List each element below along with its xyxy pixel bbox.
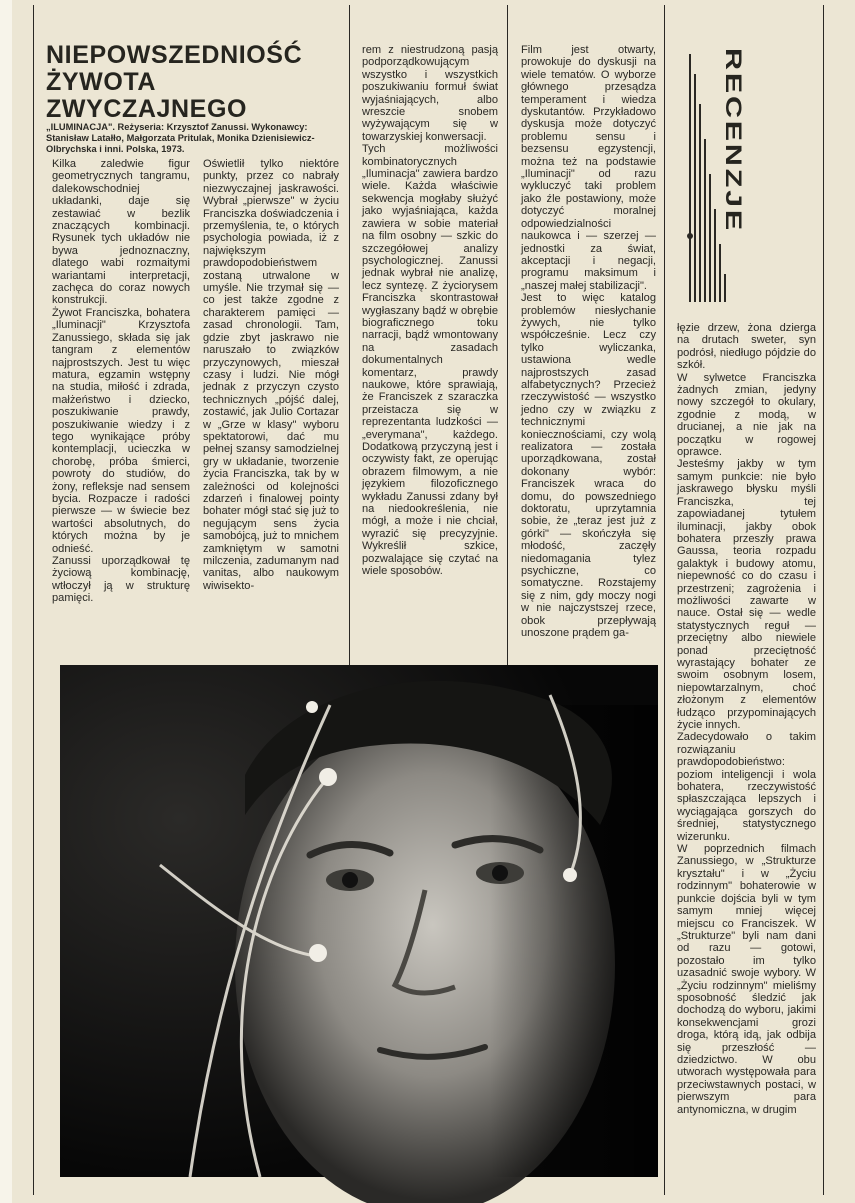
text-column-2: Oświetlił tylko niektóre punkty, przez co nabrały niezwyczajnej jaskrawości. Wybrał „pierwsze" w życiu Franciszka doświadczenia i przemyślenia, te, o których psychologia powiada, iż z największym prawdopodobieństwem zostaną utrwalone w umyśle. Nie trzymał się — co jest także zgodne z charakterem pamięci — zasad chronologii. Tam, gdzie zbyt jaskrawo nie naruszało to związków przyczynowych, mieszał czasy i ludzi. Nie mógł jednak z przyczyn czysto technicznych „pójść dalej, zostawić, jak Julio Cortazar w „Grze w klasy" wyboru spektatorowi, dać mu pełnej szansy samodzielnej gry w układanie, tworzenie życia Franciszka, tak by w zależności od kolejności zdarzeń i finalowej pointy bohater mógł stać się już to negującym sens życia samobójcą, już to mnichem zamkniętym w samotni milczenia, zadumanym nad vanitas, albo naukowym wiwisekto- [203,158,339,592]
text-column-5: łęzie drzew, żona dzierga na drutach sweter, syn podrósł, niedługo pójdzie do szkół. W sylwetce Franciszka żadnych zmian, jedyny nowy szczegół to okulary, zgodnie z modą, w drucianej, a nie jak na początku w rogowej oprawce. Jesteśmy jakby w tym samym punkcie: nie było jaskrawego błysku myśli Franciszka, tej zapowiadanej tytułem iluminacji, jakby obok bohatera przeszły prawa Gaussa, teoria rozpadu galaktyk i budowy atomu, niepewność co do czasu i przestrzeni; zagrożenia i możliwości zawarte w nauce. Ostał się — wedle statystycznych reguł — przeciętny albo niewiele ponad przeciętność wyrastający bohater ze swoim osobnym losem, niepowtarzalnym, choć złożonym z elementów łudząco przypominających życie innych. Zadecydowało o takim rozwiązaniu prawdopodobieństwo: poziom inteligencji i wola bohatera, rzeczywistość spłaszczająca lepszych i wyciągająca gorszych do średniej, statystycznego wizerunku. W poprzednich filmach Zanussiego, w „Strukturze kryształu" i w „Życiu rodzinnym" bohaterowie w punkcie dojścia byli w tym samym mniej więcej miejscu co Franciszek. W „Strukturze" byli nam dani od razu — gotowi, pozostało im tylko uzasadnić swoje wybory. W „Życiu rodzinnym" mieliśmy sposobność śledzić jak dochodzą do wyboru, jakimi konsekwencjami grozi droga, którą idą, jak odbija się przeszłość — dziedzictwo. W obu utworach występowała para przeciwstawnych postaci, w pierwszym para antynomiczna, w drugim [677,322,816,1116]
column-rule [349,5,350,665]
column-rule [664,5,665,1195]
paper-edge [0,0,12,1203]
section-badge-graphic [686,44,746,302]
column-rule [507,5,508,665]
film-credits: „ILUMINACJA". Reżyseria: Krzysztof Zanussi. Wykonawcy: Stanisław Latałło, Małgorzata Pritulak, Monika Dzienisiewicz-Olbrychska i inni. Polska, 1973. [46,122,315,154]
article-title [46,42,346,123]
section-badge-label: RECENZJE [721,48,746,182]
title-line-1: NIEPOWSZEDNIOŚĆ [46,41,303,69]
text-column-1: Kilka zaledwie figur geometrycznych tangramu, dalekowschodniej układanki, daje się zestawiać w bezlik znaczących kombinacji. Rysunek tych układów nie bywa jednoznaczny, dlatego wabi rozmaitymi wariantami interpretacji, zachęca do coraz nowych konstrukcji. Żywot Franciszka, bohatera „Iluminacji" Krzysztofa Zanussiego, składa się jak tangram z elementów najprostszych. Jest tu więc matura, egzamin wstępny na studia, miłość i zdrada, małżeństwo i dziecko, poszukiwanie prawdy, poszukiwanie wiedzy i z tego wynikające próby kontemplacji, ucieczka w chorobę, próba śmierci, powroty do studiów, do żony, refleksje nad sensem bycia. Rozpacze i radości pierwsze — w świecie bez wartości absolutnych, do których można by je odnieść. Zanussi uporządkował tę życiową kombinację, wtłoczył ją w strukturę pamięci. [52,158,190,605]
title-line-2: ŻYWOTA ZWYCZAJNEGO [46,68,248,123]
column-rule [823,5,824,1195]
text-column-4: Film jest otwarty, prowokuje do dyskusji na wiele tematów. O wyborze głównego przesądza temperament i wiedza dyskutantów. Przykładowo dyskusja może dotyczyć problemu sensu i bezsensu egzystencji, można też na podstawie „Iluminacji" od razu wykluczyć taki problem jako źle postawiony, może dotyczyć moralnej odpowiedzialności naukowca i — szerzej — jednostki za świat, akceptacji i negacji, programu maksimum i „naszej małej stabilizacji". Jest to więc katalog problemów niesłychanie żywych, nie tylko współcześnie. Lecz czy tylko wyliczanka, ustawiona wedle najprostszych zasad alfabetycznych? Przecież rzeczywistość — wszystko jedno czy w związku z technicznymi koniecznościami, czy wolą realizatora — została uporządkowana, został dokonany wybór: Franciszek wraca do domu, do powszedniego doktoratu, uprzytamnia sobie, że „teraz jest już z górki" — skończyła się młodość, zaczęły niedomagania tylez psychiczne, co somatyczne. Rozstajemy się z nim, gdy moczy nogi w nie najczystszej rzece, obok przepływają unoszone prądem ga- [521,44,656,640]
portrait-illustration [60,665,658,1177]
text-column-3: rem z niestrudzoną pasją podporządkowującym wszystko i wszystkich poszukiwaniu formuł świat wyjaśniających, albo wreszcie snobem wyżywającym się w towarzyskiej konwersacji. Tych możliwości kombinatorycznych „Iluminacja" zawiera bardzo wiele. Każda właściwie sekwencja mogłaby służyć jako wyjaśniająca, każda zawiera w sobie materiał na film osobny — szkic do szczegółowej analizy psychologicznej. Zanussi jednak wybrał nie analizę, lecz syntezę. Z życiorysem Franciszka skontrastował wygłaszany bądź w obrębie biograficznego toku narracji, bądź wmontowany na zasadach dokumentalnych komentarz, prawdy naukowe, które sprawiają, że Franciszek z szaraczka przeistacza się w reprezentanta ludzkości — „everymana", każdego. Dodatkową przyczyną jest i oczywisty fakt, ze operując obrazem filmowym, a nie językiem filozoficznego wykładu Zanussi zdany był na niedookreślenia, nie mógł, a może i nie chciał, wyrazić się precyzyjnie. Wykreślił szkice, pozwalające się czytać na wiele sposobów. [362,44,498,578]
film-still-photo [60,665,658,1177]
column-rule [33,5,34,1195]
